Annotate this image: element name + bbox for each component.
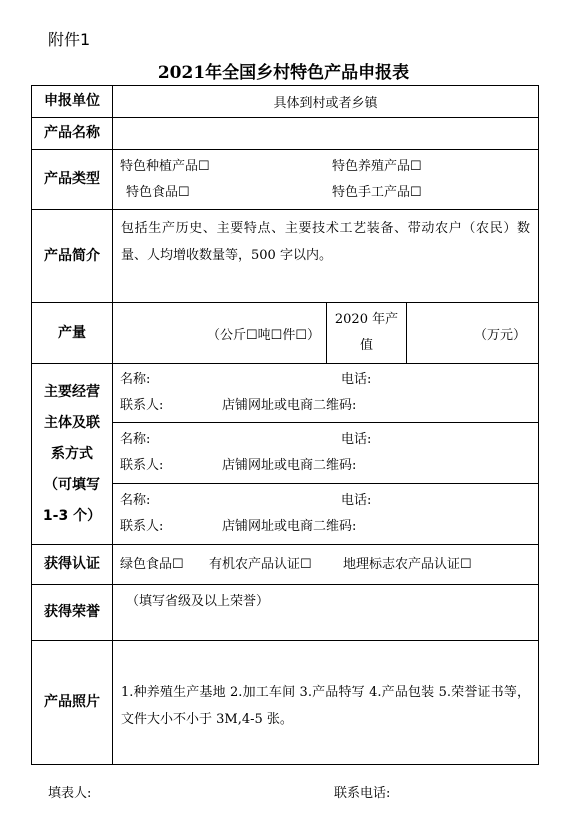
- type-option-breeding[interactable]: 特色养殖产品☐: [332, 158, 422, 174]
- output-value-units: （万元）: [474, 327, 527, 343]
- row-entity-1: [32, 364, 539, 423]
- product-intro-instructions: 包括生产历史、主要特点、主要技术工艺装备、带动农户（农民）数量、人均增收数量等，500 字以内。: [121, 221, 531, 263]
- entities-label: [32, 364, 113, 545]
- contact-phone-label: 联系电话:: [334, 786, 391, 801]
- entity-shop-label: 店铺网址或电商二维码:: [222, 519, 357, 534]
- photos-instructions: 1.种养殖生产基地 2.加工车间 3.产品特写 4.产品包装 5.荣誉证书等，文件大小不小于 3M,4-5 张。: [121, 684, 531, 727]
- certification-options: [113, 545, 539, 585]
- form-title: 2021年全国乡村特色产品申报表: [157, 63, 410, 83]
- applicant-unit-hint: 具体到村或者乡镇: [273, 96, 378, 111]
- entity-contact-label: 联系人:: [120, 398, 164, 413]
- entity-contact-label: 联系人:: [120, 458, 164, 473]
- row-product-name: [32, 118, 539, 150]
- type-option-food[interactable]: 特色食品☐: [126, 184, 190, 200]
- entity-phone-label: 电话:: [341, 432, 372, 447]
- type-option-planting[interactable]: 特色种植产品☐: [120, 158, 210, 174]
- product-intro-field[interactable]: [113, 210, 539, 303]
- applicant-unit-field[interactable]: [113, 86, 539, 118]
- product-name-label: 产品名称: [32, 118, 113, 150]
- honors-hint: （填写省级及以上荣誉）: [126, 594, 270, 609]
- product-name-field[interactable]: [113, 118, 539, 150]
- entity-entry-3[interactable]: [113, 484, 539, 545]
- applicant-unit-label: 申报单位: [32, 86, 113, 118]
- row-photos: [32, 641, 539, 765]
- row-honors: [32, 585, 539, 641]
- product-type-label: 产品类型: [32, 150, 113, 210]
- product-type-options: [113, 150, 539, 210]
- product-intro-label: 产品简介: [32, 210, 113, 303]
- output-field[interactable]: [113, 303, 327, 364]
- output-value-label: [327, 303, 407, 364]
- entities-label-line1: 主要经营: [44, 383, 100, 400]
- honors-label: 获得荣誉: [32, 585, 113, 641]
- entity-name-label: 名称:: [120, 493, 151, 508]
- entity-contact-label: 联系人:: [120, 519, 164, 534]
- attachment-label: 附件1: [48, 30, 91, 49]
- output-value-label-line2: 值: [359, 338, 373, 353]
- entity-shop-label: 店铺网址或电商二维码:: [222, 398, 357, 413]
- entities-label-line4: （可填写: [44, 476, 100, 493]
- entity-name-label: 名称:: [120, 432, 151, 447]
- output-value-field[interactable]: [407, 303, 539, 364]
- filler-label: 填表人:: [48, 786, 92, 801]
- cert-option-organic[interactable]: 有机农产品认证☐: [209, 556, 312, 572]
- output-units: （公斤☐吨☐件☐）: [207, 327, 320, 343]
- row-applicant-unit: [32, 86, 539, 118]
- row-product-type: [32, 150, 539, 210]
- entity-shop-label: 店铺网址或电商二维码:: [222, 458, 357, 473]
- entities-label-line3: 系方式: [51, 445, 93, 462]
- entity-name-label: 名称:: [120, 372, 151, 387]
- entities-label-line2: 主体及联: [44, 414, 100, 431]
- cert-option-geographic[interactable]: 地理标志农产品认证☐: [343, 556, 472, 572]
- photos-field[interactable]: [113, 641, 539, 765]
- row-product-intro: [32, 210, 539, 303]
- cert-option-green-food[interactable]: 绿色食品☐: [120, 556, 184, 572]
- certification-label: 获得认证: [32, 545, 113, 585]
- row-certification: [32, 545, 539, 585]
- type-option-handicraft[interactable]: 特色手工产品☐: [332, 184, 422, 200]
- entity-phone-label: 电话:: [341, 372, 372, 387]
- output-value-label-line1: 2020 年产: [334, 312, 399, 327]
- entity-phone-label: 电话:: [341, 493, 372, 508]
- entity-entry-2[interactable]: [113, 423, 539, 484]
- row-output: [32, 303, 539, 364]
- entities-label-line5: 1-3 个）: [42, 507, 102, 524]
- entity-entry-1[interactable]: [113, 364, 539, 423]
- photos-label: 产品照片: [32, 641, 113, 765]
- output-label: 产量: [32, 303, 113, 364]
- application-form-table: [31, 85, 539, 765]
- honors-field[interactable]: [113, 585, 539, 641]
